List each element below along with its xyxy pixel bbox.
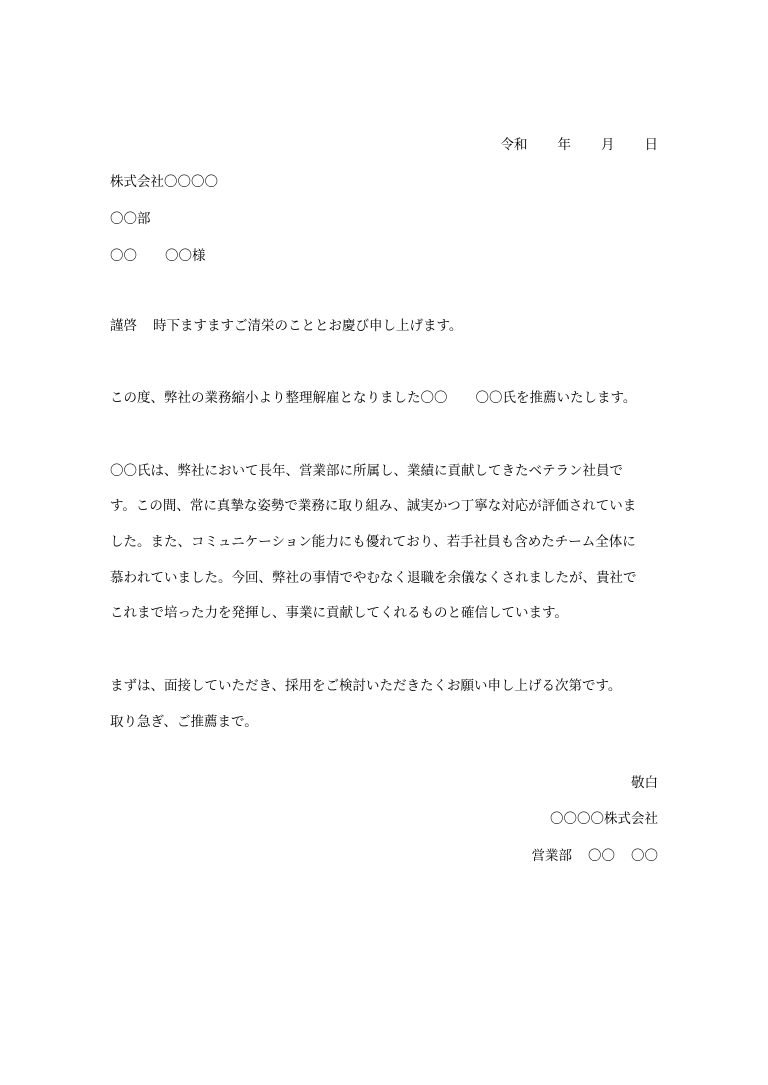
sender-given-name: 〇〇 [631, 848, 658, 864]
recipient-family-name: 〇〇 [110, 248, 137, 264]
date-year: 年 [557, 137, 571, 153]
sign-off: 敬白 [631, 775, 658, 791]
intro-before: この度、弊社の業務縮小より整理解雇となりました〇〇 [110, 390, 448, 406]
recipient-company: 株式会社〇〇〇〇 [110, 174, 218, 190]
body-line: これまで培った力を発揮し、事業に貢献してくれるものと確信しています。 [110, 605, 568, 621]
recipient-name [110, 250, 206, 264]
letter-date [501, 139, 659, 153]
greeting-line [110, 320, 462, 334]
intro-line [110, 392, 636, 406]
sender-family-name: 〇〇 [588, 848, 615, 864]
recipient-department: 〇〇部 [110, 211, 151, 227]
date-day: 日 [644, 137, 658, 153]
recipient-given-name: 〇〇様 [165, 248, 206, 264]
date-month: 月 [601, 137, 615, 153]
body-line: 慕われていました。今回、弊社の事情でやむなく退職を余儀なくされましたが、貴社で [110, 570, 637, 586]
intro-after: 〇〇氏を推薦いたします。 [475, 390, 637, 406]
date-era: 令和 [500, 137, 528, 153]
body-line: す。この間、常に真摯な姿勢で業務に取り組み、誠実かつ丁寧な対応が評価されていま [110, 498, 637, 514]
closing-line: 取り急ぎ、ご推薦まで。 [110, 714, 258, 730]
sender-signature [532, 850, 659, 864]
body-line: した。また、コミュニケーション能力にも優れており、若手社員も含めたチーム全体に [110, 534, 636, 550]
greeting-opening: 謹啓 [110, 318, 137, 334]
greeting-text: 時下ますますご清栄のこととお慶び申し上げます。 [153, 318, 463, 334]
sender-department: 営業部 [531, 848, 572, 864]
sender-company: 〇〇〇〇株式会社 [550, 811, 658, 827]
closing-line: まずは、面接していただき、採用をご検討いただきたくお願い申し上げる次第です。 [110, 678, 622, 694]
body-line: 〇〇氏は、弊社において長年、営業部に所属し、業績に貢献してきたベテラン社員で [110, 463, 623, 479]
